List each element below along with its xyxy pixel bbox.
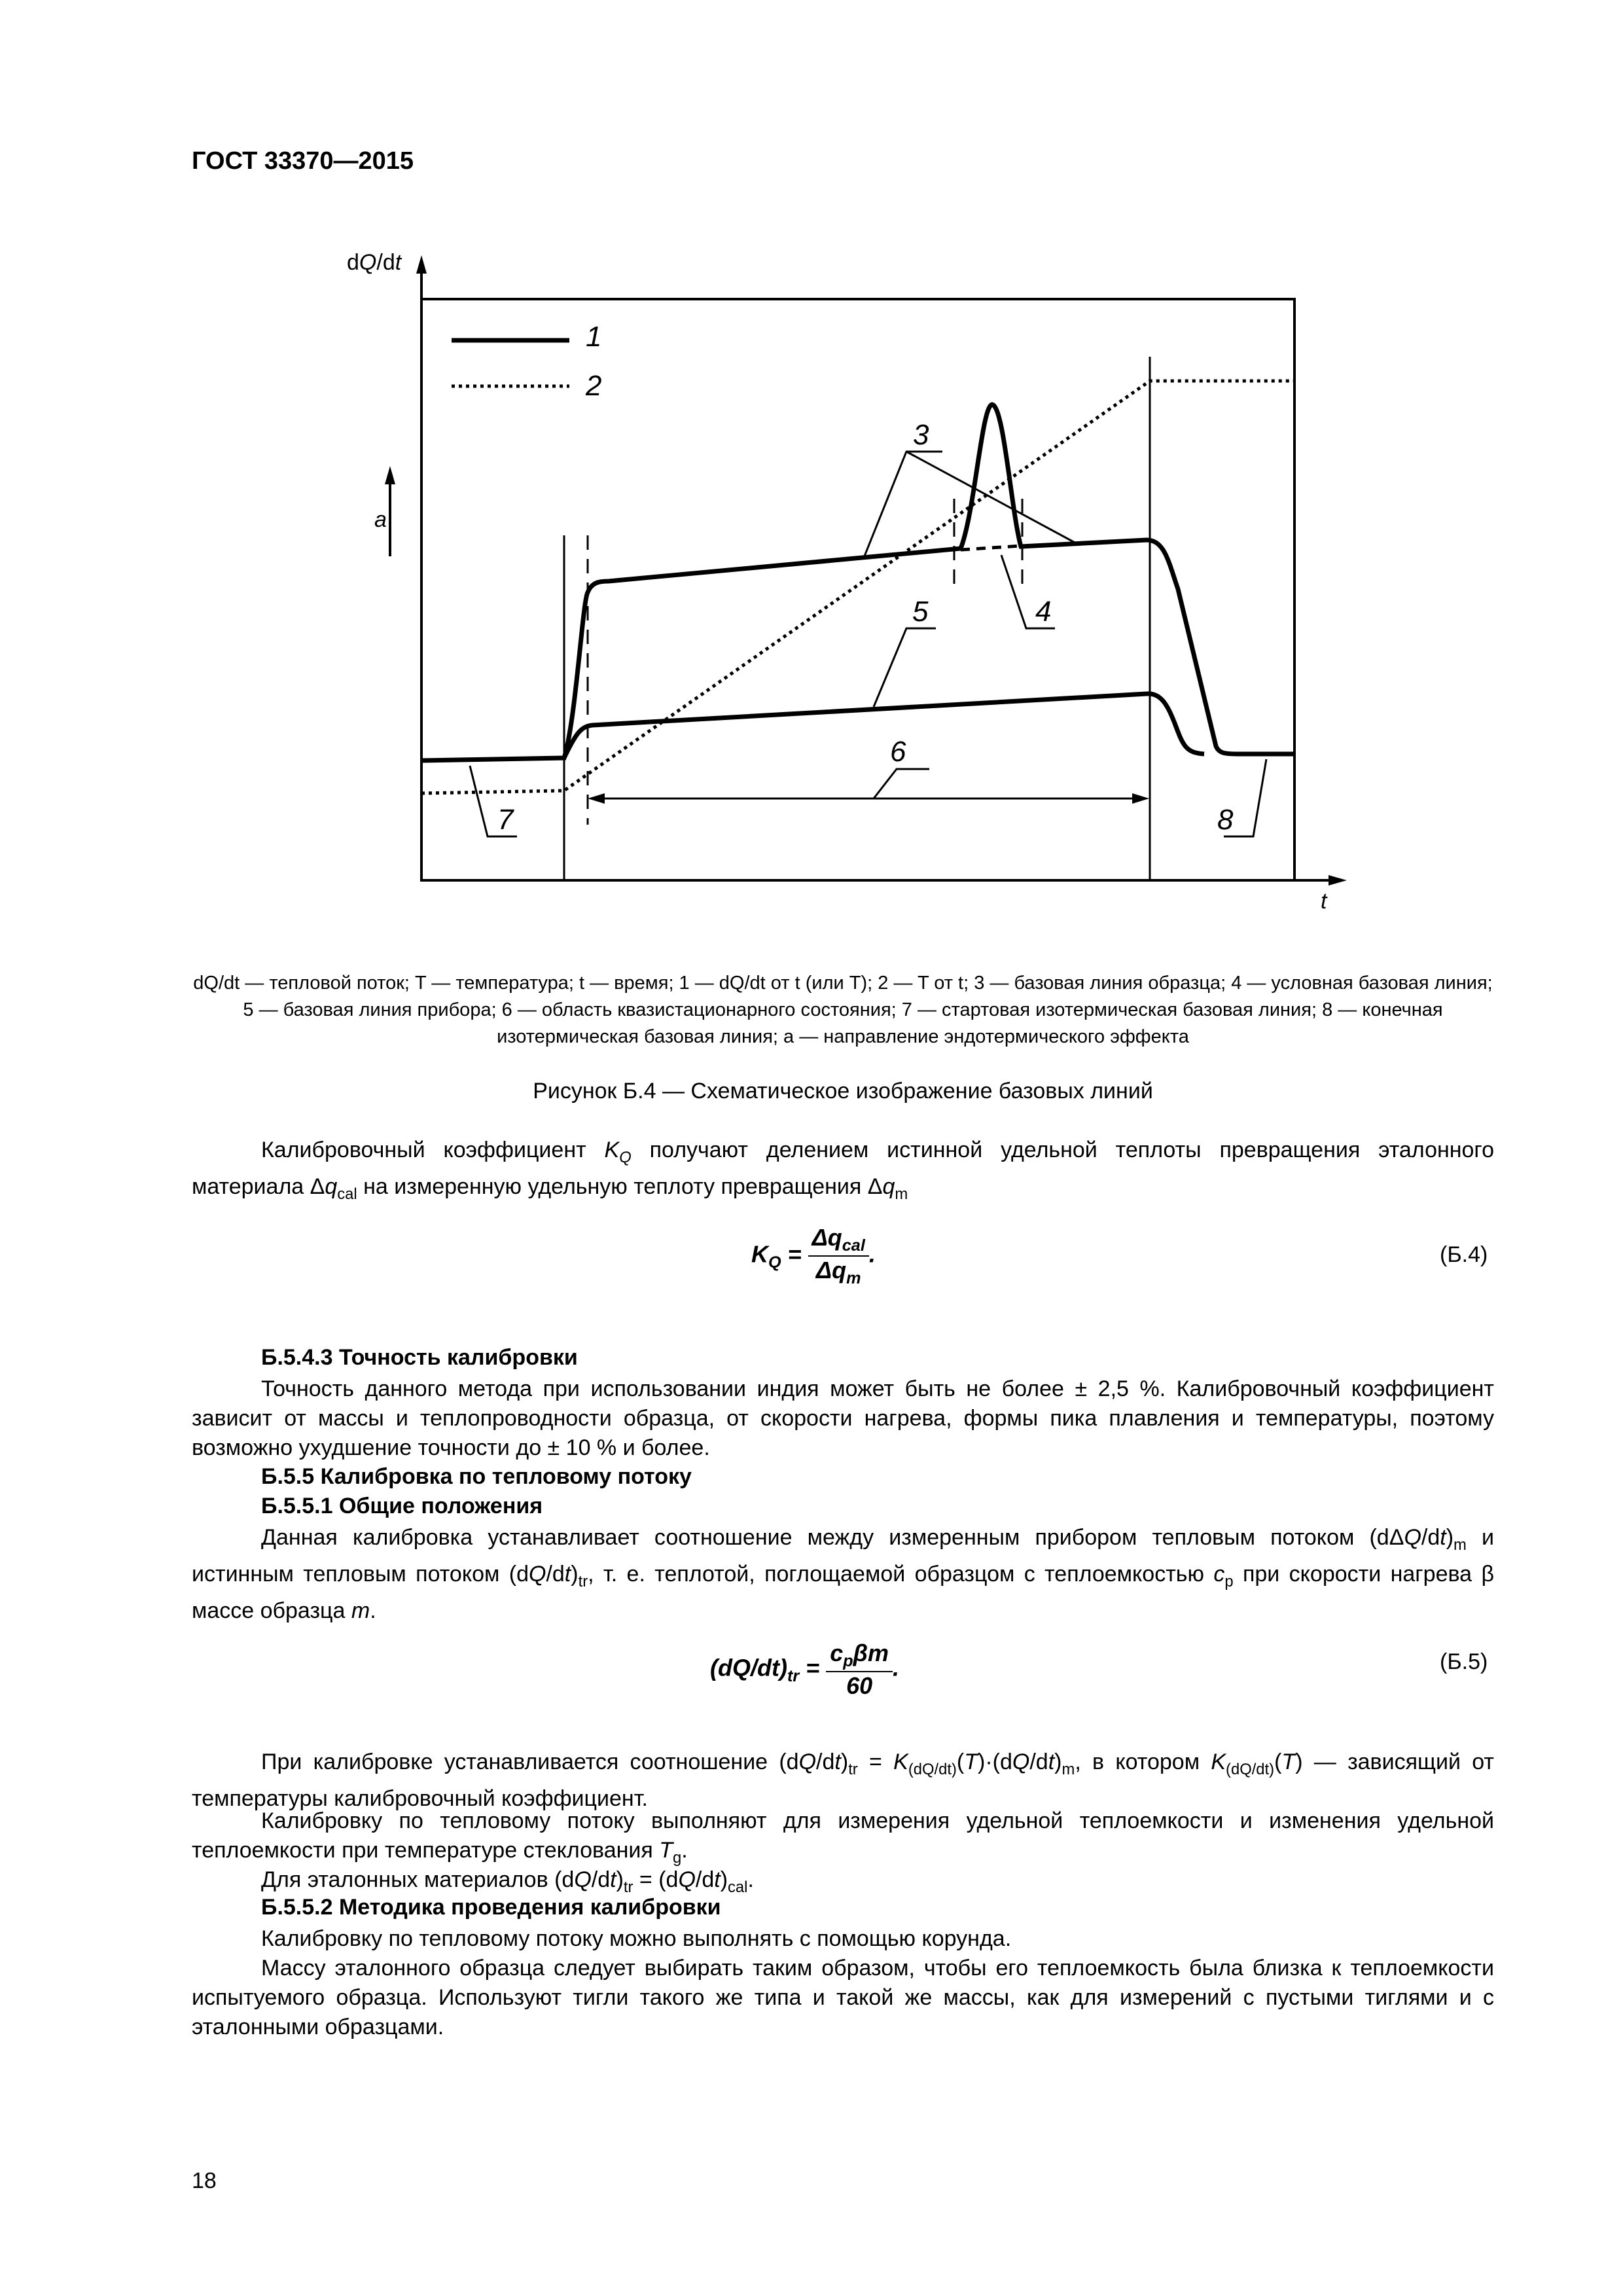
- callout-8: 8: [1217, 804, 1234, 836]
- paragraph-calibration-coefficient: Калибровочный коэффициент $K_Q$ получают делением истинной удельной теплоты превращения эталонного материала $\Delta q_{cal}$ на измеренную удельную теплоту превращения $\Delta q_m$: [192, 1138, 1494, 1203]
- callout-3: 3: [913, 419, 929, 451]
- paragraph-accuracy: Точность данного метода при использовании индия может быть не более ± 2,5 %. Калибровочный коэффициент зависит от массы и теплопроводности образца, от скорости нагрева, формы пика плавления и температуры, поэтому возможно ухудшение точности до ± 10 % и более.: [192, 1376, 1494, 1460]
- paragraph-sample-mass: Массу эталонного образца следует выбирать таким образом, чтобы его теплоемкость была близка к теплоемкости испытуемого образца. Используют тигли такого же типа и такой же массы, как для измерений с пустыми тиглями и с эталонными образцами.: [192, 1956, 1494, 2039]
- heading-b551: Б.5.5.1 Общие положения: [261, 1494, 543, 1518]
- figure-note: dQ/dt — тепловой поток; T — температура; t — время; 1 — dQ/dt от t (или T); 2 — T от t; 3 — базовая линия образца; 4 — условная базовая линия; 5 — базовая линия прибора; 6 — область квазистационарного состояния; 7 — стартовая изотермическая базовая линия; 8 — конечная изотермическая базовая линия; a — направление эндотермического эффекта: [193, 973, 1493, 1047]
- conditional-baseline: [961, 546, 1021, 550]
- figure-caption: Рисунок Б.4 — Схематическое изображение базовых линий: [533, 1079, 1153, 1103]
- endothermic-arrowhead: [385, 466, 395, 484]
- equation-number-b5: (Б.5): [1440, 1649, 1488, 1674]
- x-axis-label: t: [1321, 889, 1327, 914]
- heading-b552: Б.5.5.2 Методика проведения калибровки: [261, 1895, 721, 1920]
- callout-6-leader: [874, 769, 929, 798]
- span-arrow-left: [588, 793, 605, 804]
- curve-temperature: [421, 381, 1294, 793]
- x-axis-arrowhead: [1329, 875, 1347, 886]
- callout-leaders: [470, 452, 1266, 836]
- legend-label-1: 1: [586, 321, 602, 353]
- callout-3-leader: [864, 452, 942, 558]
- curve-sample-heat-flow: [421, 404, 1294, 761]
- curve-instrument-baseline: [564, 694, 1204, 758]
- paragraph-reference-materials: Для эталонных материалов $(dQ/dt)_{tr} = (dQ/dt)_{cal}$.: [261, 1867, 754, 1896]
- callout-7: 7: [497, 804, 514, 836]
- callout-6: 6: [890, 736, 906, 768]
- callout-3-leader-b: [906, 452, 1079, 545]
- paragraph-corundum: Калибровку по тепловому потоку можно выполнять с помощью корунда.: [261, 1926, 1012, 1951]
- y-axis-label: dQ/dt: [347, 250, 402, 275]
- legend-label-2: 2: [586, 370, 602, 402]
- span-arrow-right: [1132, 793, 1149, 804]
- direction-label: a: [374, 507, 387, 532]
- document-header: ГОСТ 33370—2015: [192, 147, 414, 175]
- formula-b4: $K_Q$ = $\frac{\Delta q_{cal}}{\Delta q_m}$ .: [751, 1224, 876, 1288]
- paragraph-relation: При калибровке устанавливается соотношение $(dQ/dt)_{tr} = K_{(dQ/dt)}(T)\cdot(dQ/dt)_m$, в котором $K_{(dQ/dt)}(T)$ — зависящий от температуры калибровочный коэффициент.: [192, 1749, 1494, 1811]
- y-axis-arrowhead: [416, 255, 427, 274]
- callout-4: 4: [1035, 596, 1052, 628]
- callout-5: 5: [912, 596, 929, 628]
- paragraph-heat-capacity: Калибровку по тепловому потоку выполняют для измерения удельной теплоемкости и изменения удельной теплоемкости при температуре стеклования $T_g$.: [192, 1808, 1494, 1867]
- heading-b543: Б.5.4.3 Точность калибровки: [261, 1345, 578, 1370]
- baseline-diagram: [0, 0, 1623, 956]
- equation-number-b4: (Б.4): [1440, 1242, 1488, 1267]
- page-number: 18: [192, 2168, 217, 2193]
- formula-b5: $(dQ/dt)_{tr}$ = $\frac{c_p\beta m}{60}$ .: [710, 1640, 900, 1700]
- paragraph-general: Данная калибровка устанавливает соотношение между измеренным прибором тепловым потоком $(d\Delta Q/dt)_m$ и истинным тепловым потоком $(dQ/dt)_{tr}$, т. е. теплотой, поглощаемой образцом с теплоемкостью $c_p$ при скорости нагрева β массе образца m.: [192, 1525, 1494, 1623]
- callout-5-leader: [874, 628, 936, 707]
- heading-b55: Б.5.5 Калибровка по тепловому потоку: [261, 1464, 692, 1489]
